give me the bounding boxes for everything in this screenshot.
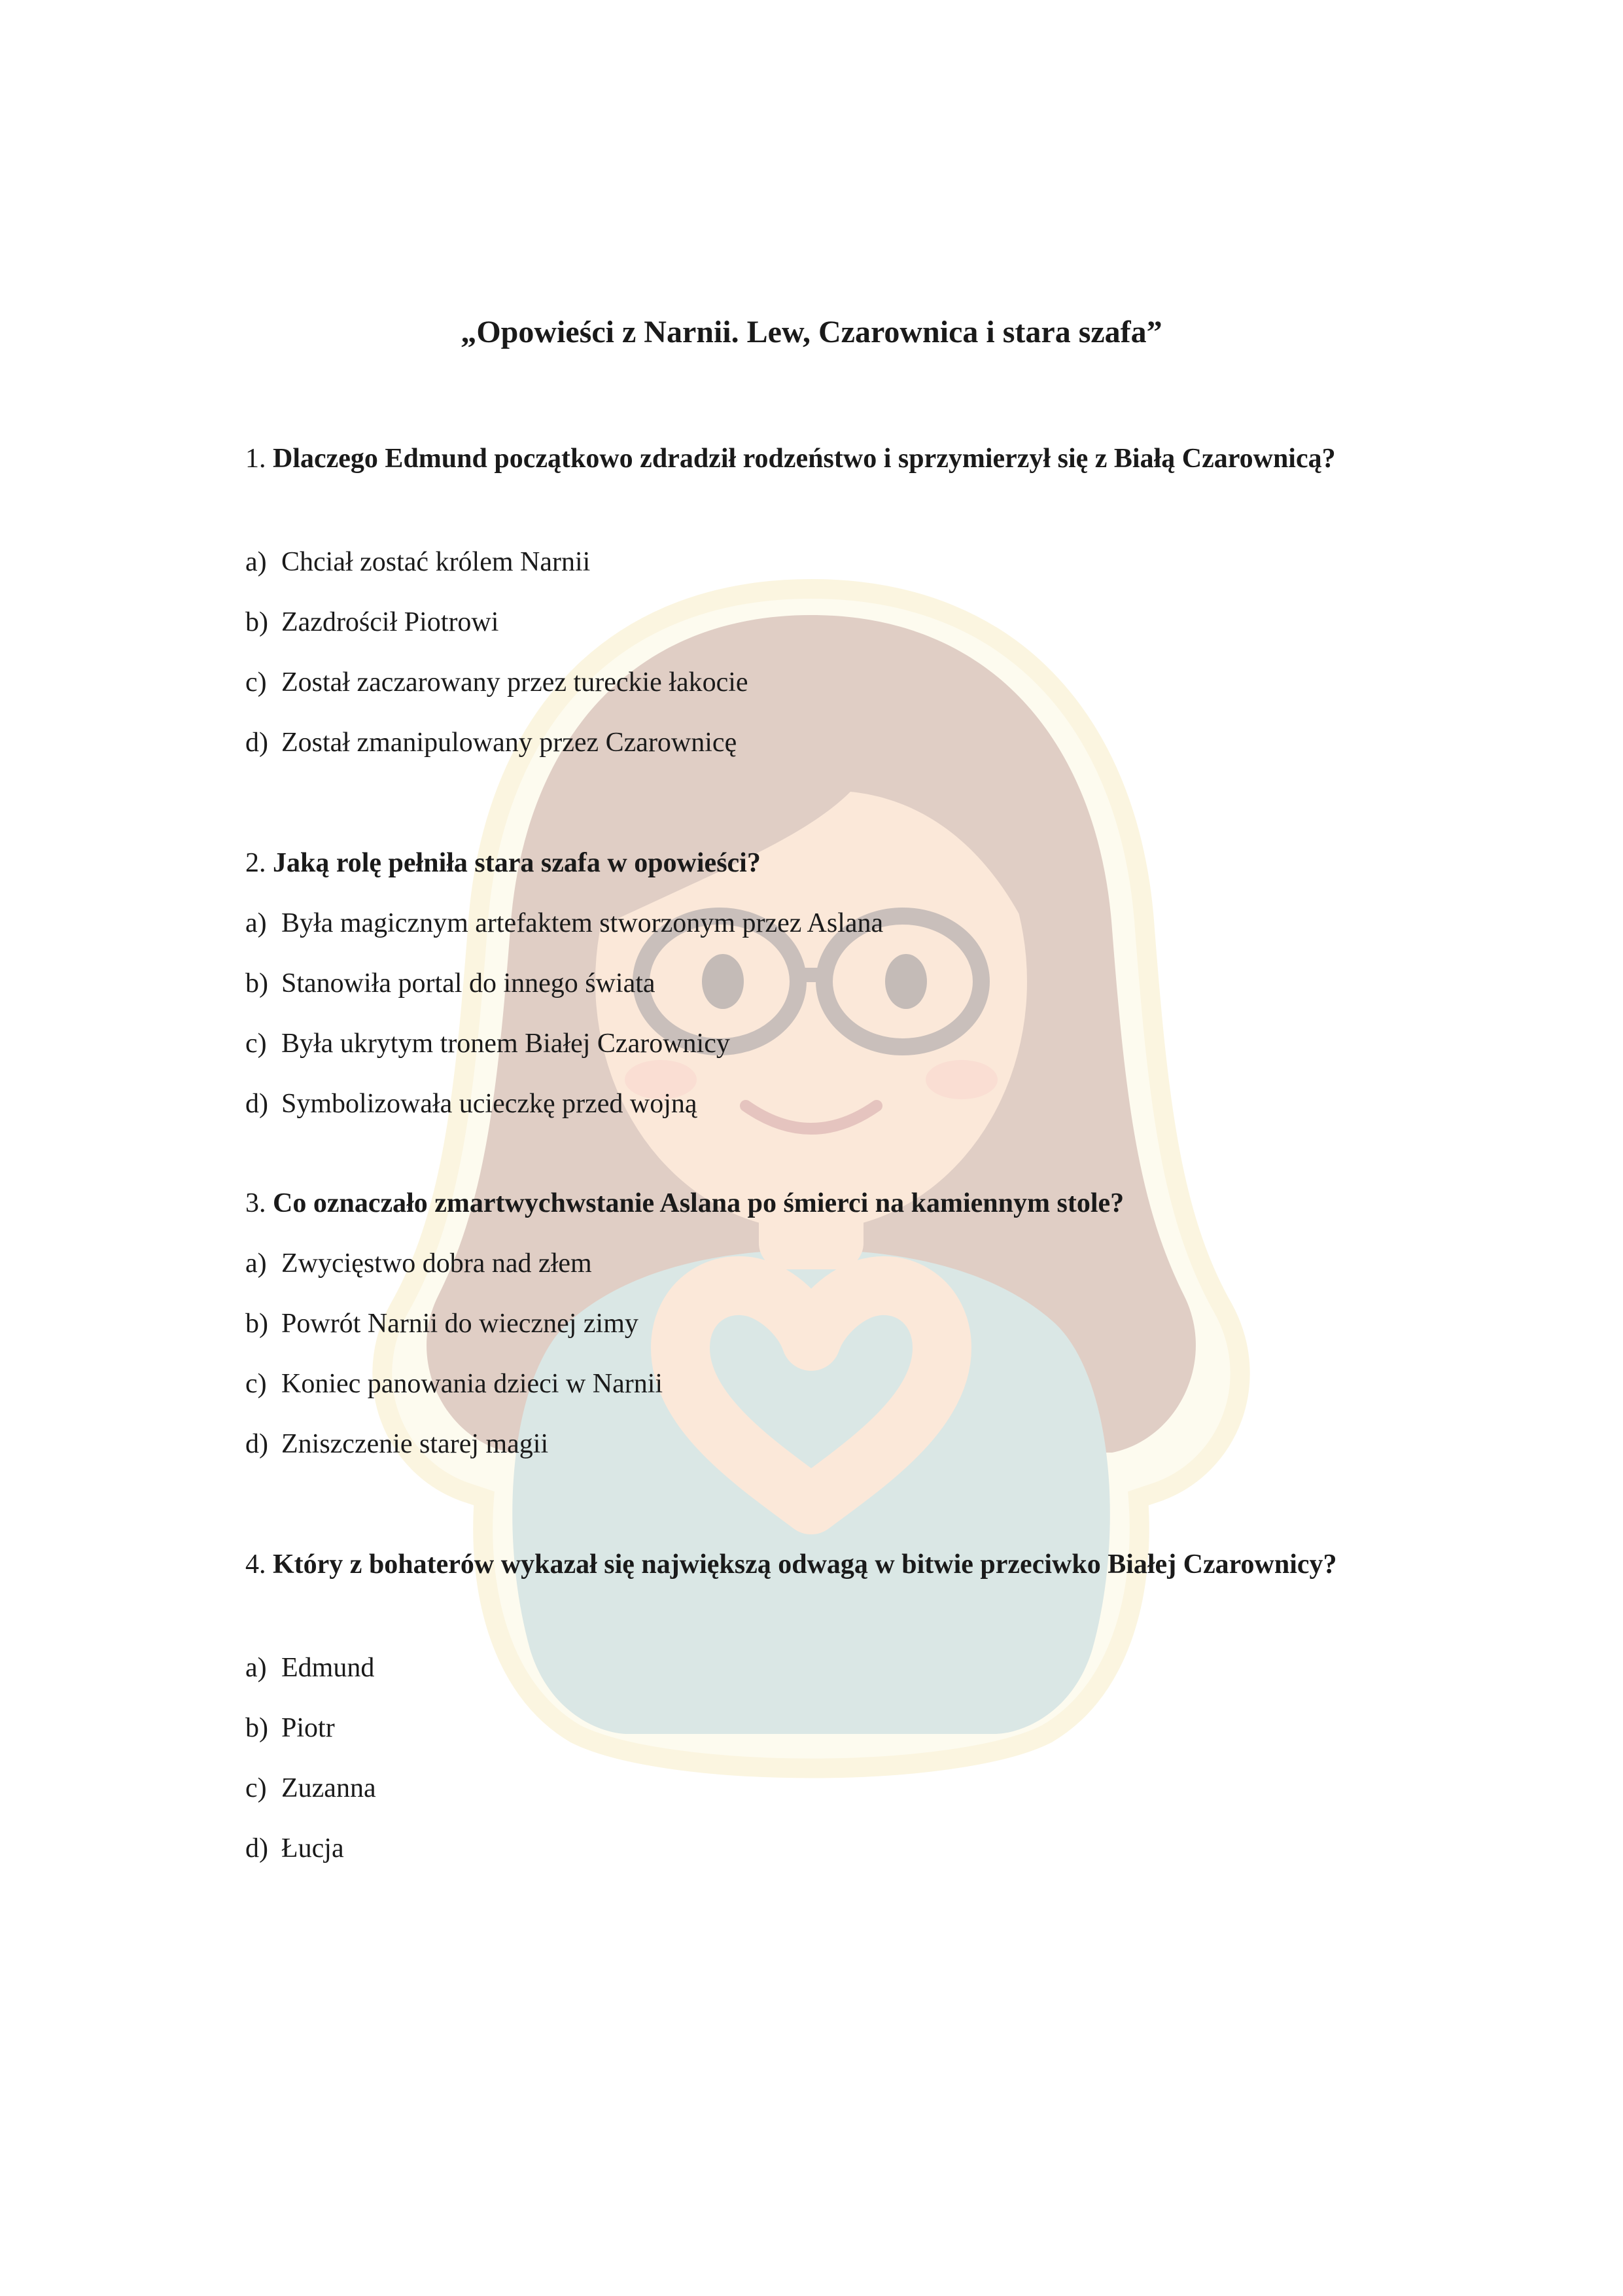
answer-text: Edmund <box>281 1653 375 1683</box>
answer-2a <box>245 904 883 942</box>
answer-1a <box>245 543 590 581</box>
answer-2d <box>245 1085 697 1123</box>
answer-3a <box>245 1245 592 1282</box>
question-1 <box>245 440 1377 478</box>
answer-text: Łucja <box>281 1833 344 1863</box>
answer-letter: d) <box>245 1833 268 1863</box>
question-text: Co oznaczało zmartwychwstanie Aslana po śmierci na kamiennym stole? <box>273 1188 1125 1218</box>
question-2 <box>245 844 1377 882</box>
answer-letter: a) <box>245 547 267 577</box>
question-text: Dlaczego Edmund początkowo zdradził rodzeństwo i sprzymierzył się z Białą Czarownicą? <box>273 444 1336 474</box>
answer-2c <box>245 1025 730 1063</box>
question-4 <box>245 1545 1377 1583</box>
question-text: Który z bohaterów wykazał się największą odwagą w bitwie przeciwko Białej Czarownicy? <box>273 1549 1337 1580</box>
question-number: 3. <box>245 1188 266 1218</box>
page-title: „Opowieści z Narnii. Lew, Czarownica i stara szafa” <box>461 315 1162 349</box>
answer-letter: c) <box>245 667 267 698</box>
answer-text: Była magicznym artefaktem stworzonym przez Aslana <box>281 908 884 938</box>
answer-letter: d) <box>245 728 268 758</box>
answer-letter: c) <box>245 1773 267 1803</box>
answer-2b <box>245 964 655 1002</box>
answer-text: Stanowiła portal do innego świata <box>281 968 655 998</box>
answer-4a <box>245 1649 374 1687</box>
answer-letter: d) <box>245 1089 268 1119</box>
answer-letter: b) <box>245 968 268 998</box>
answer-text: Była ukrytym tronem Białej Czarownicy <box>281 1029 730 1059</box>
question-number: 4. <box>245 1549 266 1580</box>
answer-1b <box>245 603 498 641</box>
answer-1d <box>245 724 737 762</box>
answer-4d <box>245 1829 344 1867</box>
answer-text: Zwycięstwo dobra nad złem <box>281 1248 592 1279</box>
answer-3b <box>245 1305 638 1343</box>
answer-text: Piotr <box>281 1713 335 1743</box>
answer-letter: a) <box>245 908 267 938</box>
answer-text: Zniszczenie starej magii <box>281 1429 549 1459</box>
answer-text: Zuzanna <box>281 1773 376 1803</box>
answer-letter: c) <box>245 1029 267 1059</box>
answer-text: Został zaczarowany przez tureckie łakocie <box>281 667 748 698</box>
answer-4b <box>245 1709 335 1747</box>
answer-text: Symbolizowała ucieczkę przed wojną <box>281 1089 697 1119</box>
question-3 <box>245 1184 1377 1222</box>
answer-text: Koniec panowania dzieci w Narnii <box>281 1369 663 1399</box>
question-number: 2. <box>245 848 266 878</box>
answer-letter: c) <box>245 1369 267 1399</box>
answer-letter: b) <box>245 1309 268 1339</box>
answer-letter: b) <box>245 607 268 637</box>
answer-3d <box>245 1425 548 1463</box>
answer-3c <box>245 1365 663 1403</box>
question-text: Jaką rolę pełniła stara szafa w opowieści? <box>273 848 761 878</box>
answer-text: Został zmanipulowany przez Czarownicę <box>281 728 737 758</box>
answer-text: Zazdrościł Piotrowi <box>281 607 499 637</box>
question-number: 1. <box>245 444 266 474</box>
answer-letter: a) <box>245 1248 267 1279</box>
answer-text: Chciał zostać królem Narnii <box>281 547 591 577</box>
answer-1c <box>245 663 748 701</box>
answer-letter: d) <box>245 1429 268 1459</box>
answer-4c <box>245 1769 376 1807</box>
answer-letter: a) <box>245 1653 267 1683</box>
answer-text: Powrót Narnii do wiecznej zimy <box>281 1309 638 1339</box>
answer-letter: b) <box>245 1713 268 1743</box>
